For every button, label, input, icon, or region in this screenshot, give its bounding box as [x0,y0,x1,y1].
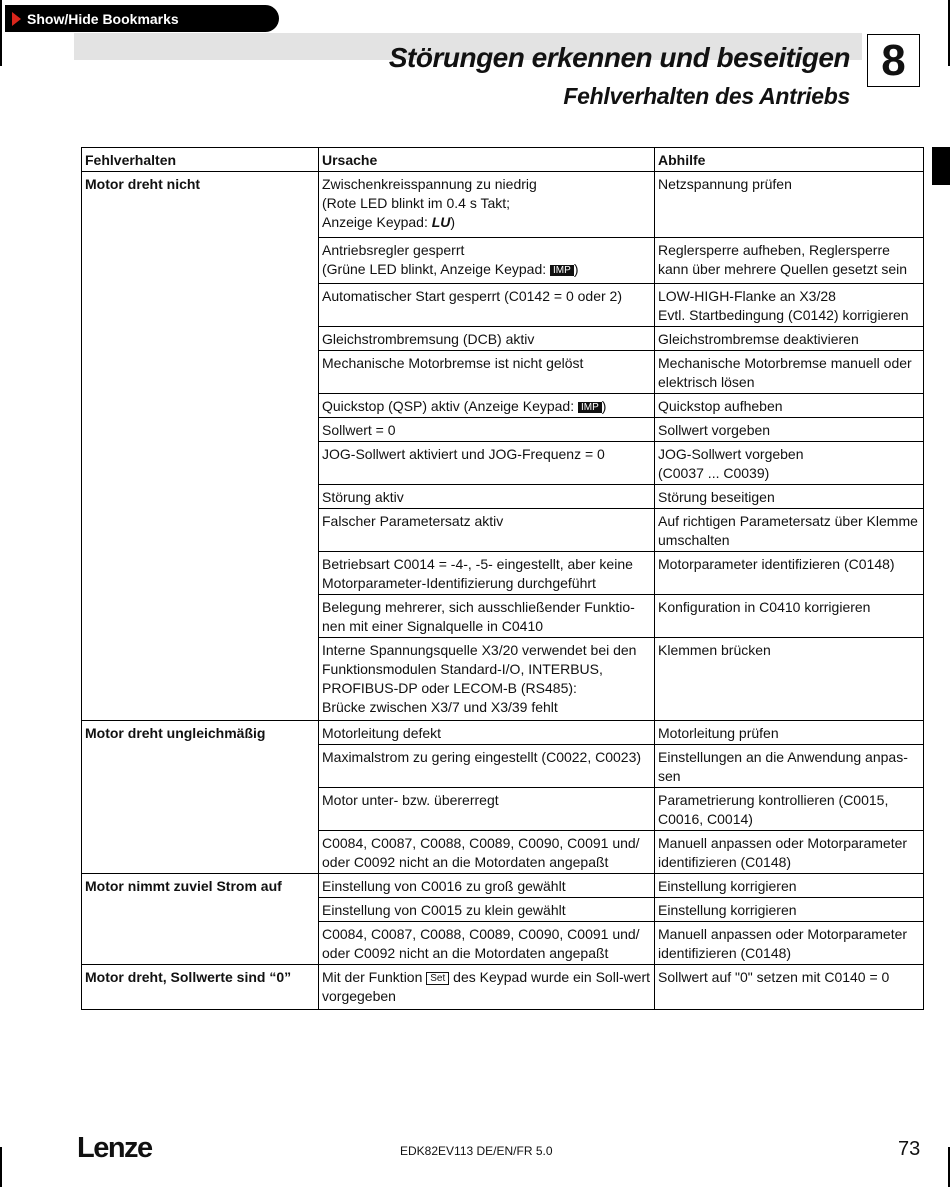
cause-text: Zwischenkreisspannung zu niedrig [322,176,537,192]
table-row [82,874,924,898]
cause-cell [319,965,655,1010]
triangle-right-icon [12,12,21,26]
cause-cell: Betriebsart C0014 = -4-, -5- eingestellt, aber keine Motorparameter-Identifizierung durchgeführt [319,552,655,595]
cause-text: ) [573,261,579,277]
cause-text: Quickstop (QSP) aktiv (Anzeige Keypad: [322,398,578,414]
cause-cell [319,238,655,284]
show-hide-bookmarks-button[interactable] [5,5,279,32]
remedy-cell: Reglersperre aufheben, Reglersperre kann über mehrere Quellen gesetzt sein [655,238,924,284]
remedy-cell [655,284,924,327]
page-number: 73 [898,1138,921,1160]
keypad-imp-symbol: IMP [550,265,574,276]
column-header-remedy: Abhilfe [655,148,924,172]
crop-mark-bottom-left [0,1147,2,1187]
symptom-cell: Motor dreht, Sollwerte sind “0” [82,965,319,1010]
keypad-imp-symbol: IMP [578,402,602,413]
remedy-text: LOW-HIGH-Flanke an X3/28 [658,288,836,304]
remedy-cell: Gleichstrombremse deaktivieren [655,327,924,351]
cause-text: ) [601,398,607,414]
keypad-lu-symbol: LU [431,214,451,230]
remedy-cell: Manuell anpassen oder Motorparameter identifizieren (C0148) [655,922,924,965]
cause-text: Mit der Funktion [322,969,427,985]
chapter-number: 8 [867,34,920,87]
cause-text: (Grüne LED blinkt, Anzeige Keypad: [322,261,551,277]
cause-cell: Einstellung von C0015 zu klein gewählt [319,898,655,922]
cause-cell [319,172,655,238]
cause-cell: Einstellung von C0016 zu groß gewählt [319,874,655,898]
chapter-side-tab [932,147,950,185]
cause-cell: Störung aktiv [319,485,655,509]
cause-text: ) [450,214,456,230]
document-id: EDK82EV113 DE/EN/FR 5.0 [400,1144,553,1158]
remedy-cell: Sollwert auf "0" setzen mit C0140 = 0 [655,965,924,1010]
remedy-cell: Manuell anpassen oder Motorparameter identifizieren (C0148) [655,831,924,874]
cause-text: Brücke zwischen X3/7 und X3/39 fehlt [322,699,558,715]
remedy-cell: Netzspannung prüfen [655,172,924,238]
page-title: Störungen erkennen und beseitigen [388,42,850,73]
cause-text: des Keypad wurde ein Soll-wert vorgegeben [322,969,651,1004]
cause-cell: Maximalstrom zu gering eingestellt (C0022, C0023) [319,745,655,788]
remedy-cell [655,442,924,485]
remedy-cell: Mechanische Motorbremse manuell oder elektrisch lösen [655,351,924,394]
column-header-cause: Ursache [319,148,655,172]
cause-cell: Sollwert = 0 [319,418,655,442]
remedy-cell: Einstellung korrigieren [655,874,924,898]
table-row [82,172,924,238]
cause-cell: Belegung mehrerer, sich ausschließender Funktio-nen mit einer Signalquelle in C0410 [319,595,655,638]
table-row [82,721,924,745]
remedy-cell: Auf richtigen Parametersatz über Klemme umschalten [655,509,924,552]
cause-text: Antriebsregler gesperrt [322,242,465,258]
symptom-cell: Motor dreht ungleichmäßig [82,721,319,874]
cause-cell: Mechanische Motorbremse ist nicht gelöst [319,351,655,394]
table-row [82,965,924,1010]
remedy-cell: Konfiguration in C0410 korrigieren [655,595,924,638]
cause-cell: C0084, C0087, C0088, C0089, C0090, C0091 und/ oder C0092 nicht an die Motordaten angepaßt [319,922,655,965]
cause-cell [319,638,655,721]
cause-cell: Automatischer Start gesperrt (C0142 = 0 oder 2) [319,284,655,327]
cause-cell: Falscher Parametersatz aktiv [319,509,655,552]
column-header-symptom: Fehlverhalten [82,148,319,172]
cause-text: Interne Spannungsquelle X3/20 verwendet bei den Funktionsmodulen Standard-I/O, INTERBUS, PROFIBUS-DP oder LECOM-B (RS485): [322,642,637,696]
cause-cell: Gleichstrombremsung (DCB) aktiv [319,327,655,351]
remedy-text: (C0037 ... C0039) [658,465,770,481]
remedy-cell: Parametrierung kontrollieren (C0015, C0016, C0014) [655,788,924,831]
cause-cell: Motorleitung defekt [319,721,655,745]
cause-cell: C0084, C0087, C0088, C0089, C0090, C0091 und/ oder C0092 nicht an die Motordaten angepaßt [319,831,655,874]
symptom-cell: Motor dreht nicht [82,172,319,721]
remedy-cell: Störung beseitigen [655,485,924,509]
lenze-logo: Lenze [77,1132,152,1164]
fault-table [81,147,924,1010]
bookmarks-button-label: Show/Hide Bookmarks [27,10,179,27]
remedy-cell: Klemmen brücken [655,638,924,721]
cause-cell: JOG-Sollwert aktiviert und JOG-Frequenz = 0 [319,442,655,485]
remedy-text: JOG-Sollwert vorgeben [658,446,804,462]
remedy-cell: Motorparameter identifizieren (C0148) [655,552,924,595]
cause-cell: Motor unter- bzw. übererregt [319,788,655,831]
cause-cell [319,394,655,418]
remedy-cell: Einstellung korrigieren [655,898,924,922]
table-header-row [82,148,924,172]
remedy-cell: Sollwert vorgeben [655,418,924,442]
cause-text: Anzeige Keypad: [322,214,432,230]
remedy-cell: Motorleitung prüfen [655,721,924,745]
remedy-cell: Einstellungen an die Anwendung anpas-sen [655,745,924,788]
keypad-set-key: Set [426,972,449,985]
remedy-cell: Quickstop aufheben [655,394,924,418]
cause-text: (Rote LED blinkt im 0.4 s Takt; [322,195,511,211]
remedy-text: Evtl. Startbedingung (C0142) korrigieren [658,307,909,323]
symptom-cell: Motor nimmt zuviel Strom auf [82,874,319,965]
crop-mark-top-left [0,0,2,66]
page-subtitle: Fehlverhalten des Antriebs [563,83,850,109]
